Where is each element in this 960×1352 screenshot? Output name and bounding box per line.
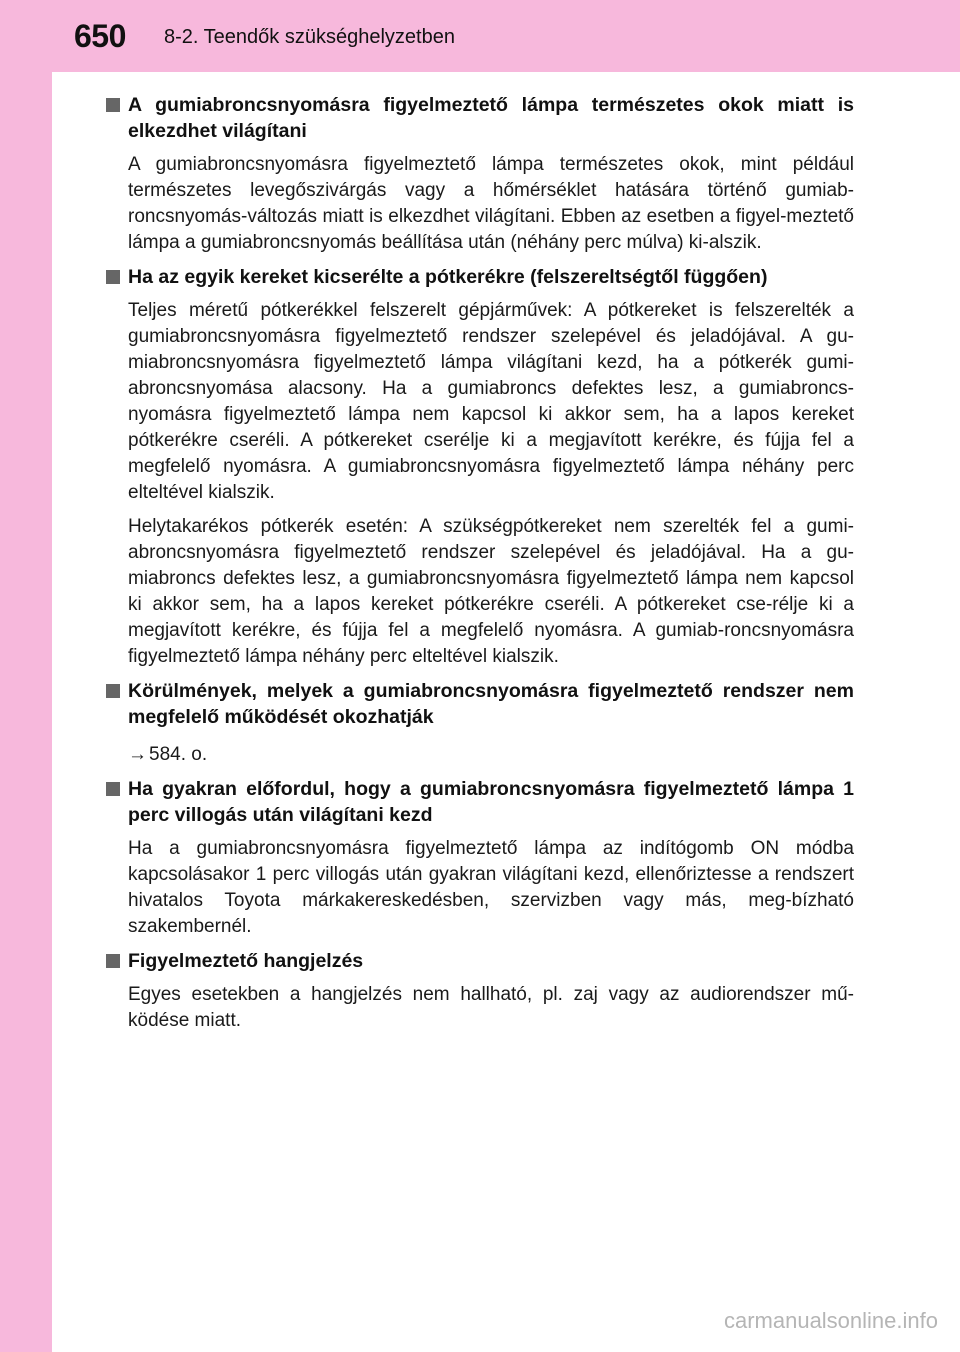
- page-reference-link[interactable]: [128, 742, 854, 768]
- paragraph: Teljes méretű pótkerékkel felszerelt gépjárművek: A pótkereket is felszerelték a gumiabroncsnyomásra figyelmeztető rendszer szelepével és jeladójával. A gu-miabroncsnyomásra figyelmeztető lámpa világítani kezd, ha a pótkerék gumi-abroncsnyomása alacsony. Ha a gumiabroncs defektes lesz, a gumiabroncs-nyomásra figyelmeztető lámpa nem kapcsol ki akkor sem, ha a lapos kereket pótkerékre cseréli. A pótkereket cserélje ki a megjavított kerékre, és fújja fel a megfelelő nyomásra. A gumiabroncsnyomásra figyelmeztető lámpa néhány perc elteltével kialszik.: [128, 300, 854, 503]
- section-heading: [106, 948, 854, 974]
- section-heading: [106, 264, 854, 290]
- arrow-right-icon: →: [128, 744, 147, 765]
- section-blinking-lamp: [106, 776, 854, 940]
- paragraph: Egyes esetekben a hangjelzés nem hallható, pl. zaj vagy az audiorendszer mű-ködése miatt.: [128, 984, 854, 1031]
- section-natural-causes: [106, 92, 854, 256]
- paragraph: Ha a gumiabroncsnyomásra figyelmeztető lámpa az indítógomb ON módba kapcsolásakor 1 perc villogás után gyakran világítani kezd, ellenőriztesse a rendszert hivatalos Toyota márkakereskedésben, szervizben vagy más, meg-bízható szakembernél.: [128, 838, 854, 937]
- paragraph: A gumiabroncsnyomásra figyelmeztető lámpa természetes okok, mint például természetes levegőszivárgás vagy a hőmérséklet hatására történő gumiab-roncsnyomás-változás miatt is elkezdhet világítani. Ebben az esetben a figyel-meztető lámpa a gumiabroncsnyomás beállítása után (néhány perc múlva) ki-alszik.: [128, 154, 854, 253]
- section-spare-tire: [106, 264, 854, 670]
- section-heading: [106, 678, 854, 730]
- square-bullet-icon: [106, 684, 120, 698]
- paragraph: Helytakarékos pótkerék esetén: A szükségpótkereket nem szerelték fel a gumi-abroncsnyomásra figyelmeztető rendszer szelepével és jeladójával. Ha a gu-miabroncs defektes lesz, a gumiabroncsnyomásra figyelmeztető lámpa nem kapcsol ki akkor sem, ha a lapos kereket pótkerékre cseréli. A pótkereket cse-rélje ki a megjavított kerékre, és fújja fel a megfelelő nyomásra. A gumiab-roncsnyomásra figyelmeztető lámpa néhány perc elteltével kialszik.: [128, 516, 854, 667]
- heading-text: A gumiabroncsnyomásra figyelmeztető lámpa természetes okok miatt is elkezdhet világítani: [128, 94, 854, 142]
- section-heading: [106, 92, 854, 144]
- square-bullet-icon: [106, 98, 120, 112]
- header-band: [0, 0, 960, 72]
- page-reference-text: 584. o.: [149, 744, 208, 765]
- heading-text: Ha gyakran előfordul, hogy a gumiabroncsnyomásra figyelmeztető lámpa 1 perc villogás után világítani kezd: [128, 778, 854, 826]
- section-warning-buzzer: [106, 948, 854, 1034]
- heading-text: Körülmények, melyek a gumiabroncsnyomásra figyelmeztető rendszer nem megfelelő működését okozhatják: [128, 680, 854, 728]
- section-heading: [106, 776, 854, 828]
- square-bullet-icon: [106, 782, 120, 796]
- section-malfunction-conditions: [106, 678, 854, 768]
- watermark: carmanualsonline.info: [723, 1308, 938, 1333]
- heading-text: Ha az egyik kereket kicserélte a pótkerékre (felszereltségtől függően): [128, 266, 768, 288]
- page-content: [106, 92, 854, 1034]
- page-number: 650: [74, 18, 126, 54]
- chapter-title: 8-2. Teendők szükséghelyzetben: [164, 26, 455, 48]
- square-bullet-icon: [106, 270, 120, 284]
- square-bullet-icon: [106, 954, 120, 968]
- heading-text: Figyelmeztető hangjelzés: [128, 950, 364, 972]
- side-color-strip: [0, 0, 52, 1352]
